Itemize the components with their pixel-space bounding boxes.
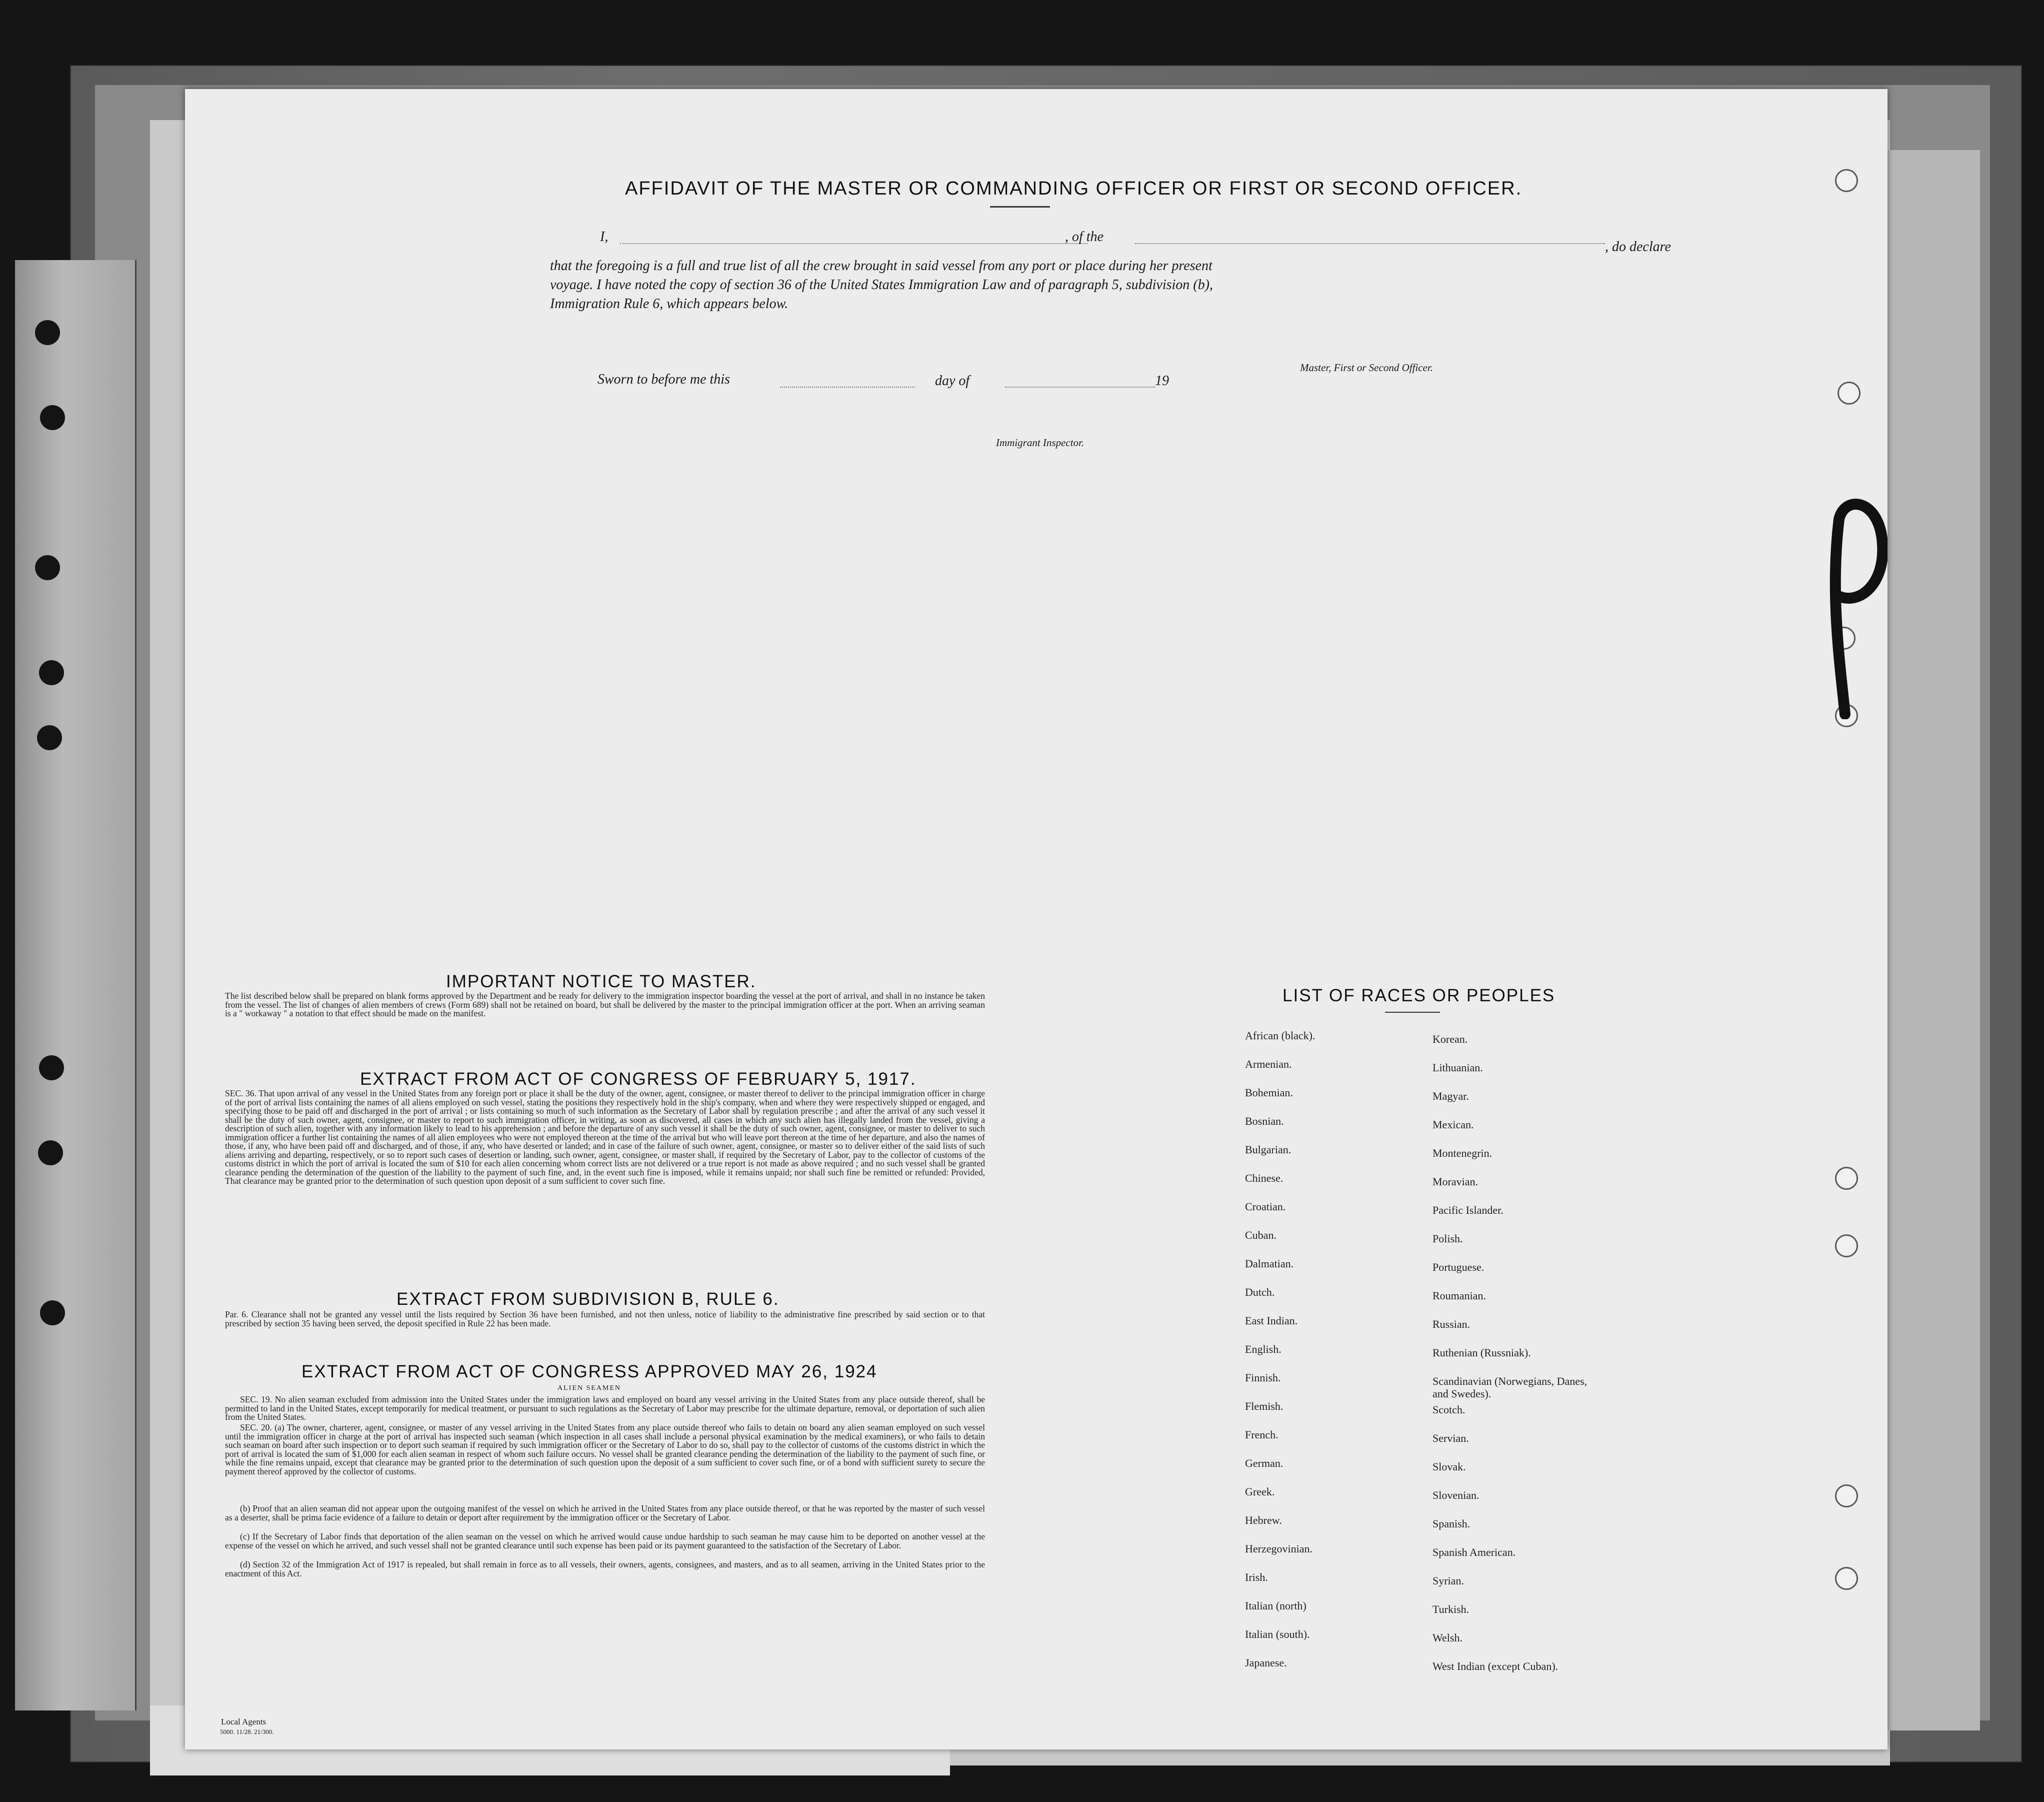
notice-body: The list described below shall be prepared on blank forms approved by the Department and be ready for delivery to the immigration inspector boarding the vessel at the port of arrival, and shall in no instance be taken from the vessel. The list of changes of alien members of crews (Form 689) shall not be retained on board, but shall be delivered by the master to the principal immigration officer at the port. When an arriving seaman is a " workaway " a notation to that effect should be made on the manifest.: [225, 991, 985, 1018]
punch-hole: [38, 1140, 63, 1165]
footer-local-agents: Local Agents: [221, 1717, 266, 1726]
races-column-1: [1245, 1029, 1315, 1685]
title-rule: [990, 206, 1050, 208]
footer-print-code: 5000. 11/28. 21/300.: [220, 1728, 274, 1735]
ring-hole: [1835, 169, 1858, 192]
race-item: Spanish American.: [1432, 1546, 1516, 1558]
affidavit-i: I,: [600, 229, 608, 245]
race-item: Bosnian.: [1245, 1115, 1284, 1127]
name-blank-line: [620, 243, 1088, 244]
punch-hole: [40, 1300, 65, 1325]
affidavit-line-2: that the foregoing is a full and true list of all the crew brought in said vessel from any port or place during her present: [550, 258, 1212, 274]
race-item: Italian (north): [1245, 1599, 1306, 1612]
affidavit-line-3: voyage. I have noted the copy of section 36 of the United States Immigration Law and of paragraph 5, subdivision (b),: [550, 277, 1213, 293]
race-item: Herzegovinian.: [1245, 1542, 1312, 1555]
extract-rule6-title: EXTRACT FROM SUBDIVISION B, RULE 6.: [396, 1289, 780, 1309]
race-item: Welsh.: [1432, 1631, 1462, 1644]
punch-hole: [39, 1055, 64, 1080]
race-item: Greek.: [1245, 1485, 1275, 1498]
race-item: West Indian (except Cuban).: [1432, 1660, 1558, 1672]
race-item: Montenegrin.: [1432, 1147, 1492, 1159]
punch-hole: [39, 660, 64, 685]
race-item: Mexican.: [1432, 1118, 1474, 1131]
race-item: Spanish.: [1432, 1517, 1470, 1530]
race-item: Dutch.: [1245, 1286, 1275, 1298]
race-item: Slovenian.: [1432, 1489, 1480, 1501]
race-item: Bohemian.: [1245, 1086, 1293, 1099]
extract-1917-body: SEC. 36. That upon arrival of any vessel in the United States from any foreign port or place it shall be the duty of the owner, agent, consignee, or master thereof to deliver to the principal immigration officer in charge of the port of arrival lists containing the names of all aliens employed on such vessel, stating the positions they respectively hold in the ship's company, when and where they were respectively shipped or engaged, and specifying those to be paid off and discharged in the port of arrival ; or lists containing so much of such information as the Secretary of Labor shall by regulation prescribe ; and after the arrival of any such vessel it shall be the duty of such owner, agent, consignee, or master to report to such immigration officer, in writing, as soon as discovered, all cases in which any such alien has illegally landed from the vessel, giving a description of such alien, together with any information likely to lead to his apprehension ; and before the departure of any such vessel it shall be the duty of such owner, agent, consignee, or master to deliver to such immigration officer a further list containing the names of all alien employees who were not employed thereon at the time of the arrival but who will leave port thereon at the time of her departure, and also the names of those, if any, who have been paid off and discharged, and of those, if any, who have deserted or landed; and in case of the failure of such owner, agent, consignee, or master so to deliver either of the said lists of such aliens arriving and departing, respectively, or so to report such cases of desertion or landing, such owner, agent, consignee, or master shall, if required by the Secretary of Labor, pay to the collector of customs of the customs district in which the port of arrival is located the sum of $10 for each alien concerning whom correct lists are not delivered or a true report is not made as above required ; and no such vessel shall be granted clearance pending the determination of the question of the liability to the payment of such fine, and, in the event such fine is imposed, while it remains unpaid; nor shall such fine be remitted or refunded: Provided, That clearance may be granted prior to the determination of such question upon deposit of a sum sufficient to cover such fine.: [225, 1088, 985, 1186]
extract-1924-para-3: (b) Proof that an alien seaman did not appear upon the outgoing manifest of the vessel on which he arrived in the United States from any place outside thereof, or that he was reported by the master of such vessel as a deserter, shall be prima facie evidence of a failure to detain or deport after requirement by the immigration officer or the Secretary of Labor.: [225, 1503, 985, 1522]
race-item: Scandinavian (Norwegians, Danes, and Swedes).: [1432, 1375, 1588, 1400]
notice-title: IMPORTANT NOTICE TO MASTER.: [446, 972, 756, 991]
vessel-blank-line: [1135, 243, 1605, 244]
left-binding-strip: [15, 260, 136, 1710]
race-item: Irish.: [1245, 1571, 1268, 1583]
race-item: Roumanian.: [1432, 1289, 1486, 1302]
race-item: Russian.: [1432, 1318, 1470, 1330]
sworn-label: Sworn to before me this: [598, 372, 730, 387]
ring-hole: [1835, 1167, 1858, 1190]
race-item: Portuguese.: [1432, 1261, 1484, 1273]
punch-hole: [35, 555, 60, 580]
race-item: German.: [1245, 1457, 1284, 1469]
extract-1924-para-2: SEC. 20. (a) The owner, charterer, agent, consignee, or master of any vessel arriving in the United States from any place outside thereof who fails to detain on board any alien seaman employed on such vessel until the immigration officer in charge at the port of arrival has inspected such seaman (which inspection in all cases shall include a personal physical examination by the medical examiners), or who fails to detain such seaman on board after such inspection or to deport such seaman if required by such immigration officer or the Secretary of Labor to do so, shall pay to the collector of customs of the customs district in which the port of arrival is located the sum of $1,000 for each alien seaman in respect of whom such failure occurs. No vessel shall be granted clearance pending the determination of the liability to the payment of such fine, or while the fine remains unpaid, except that clearance may be granted prior to the determination of such question upon the deposit of a sum sufficient to cover such fine, or of a bond with sufficient surety to secure the payment thereof approved by the collector of customs.: [225, 1422, 985, 1476]
ring-hole: [1838, 382, 1860, 405]
race-item: Chinese.: [1245, 1172, 1284, 1184]
races-column-2: [1432, 1033, 1598, 1688]
inspector-label: Immigrant Inspector.: [996, 437, 1084, 449]
ring-hole: [1835, 1567, 1858, 1590]
race-item: Italian (south).: [1245, 1628, 1310, 1640]
race-item: Turkish.: [1432, 1603, 1470, 1615]
day-of-label: day of: [935, 373, 970, 389]
manifest-page: [185, 89, 1888, 1749]
extract-1924-para-5: (d) Section 32 of the Immigration Act of 1917 is repealed, but shall remain in force as to all vessels, their owners, agents, consignees, and masters, and as to all seamen, arriving in the United States prior to the enactment of this Act.: [225, 1559, 985, 1578]
master-signature-label: Master, First or Second Officer.: [1300, 362, 1433, 374]
affidavit-line-4: Immigration Rule 6, which appears below.: [550, 296, 788, 312]
extract-1917-title: EXTRACT FROM ACT OF CONGRESS OF FEBRUARY 5, 1917.: [360, 1069, 916, 1089]
affidavit-title: AFFIDAVIT OF THE MASTER OR COMMANDING OFFICER OR FIRST OR SECOND OFFICER.: [625, 178, 1522, 199]
handwritten-p-mark: [1825, 484, 1888, 719]
extract-1924-para-1: SEC. 19. No alien seaman excluded from admission into the United States under the immigration laws and employed on board any vessel arriving in the United States from any place outside thereof, shall be permitted to land in the United States, except temporarily for medical treatment, or pursuant to such regulations as the Secretary of Labor may prescribe for the ultimate departure, removal, or deportation of such alien from the United States.: [225, 1394, 985, 1422]
race-item: Lithuanian.: [1432, 1061, 1483, 1074]
affidavit-of-the: , of the: [1065, 229, 1104, 245]
race-item: Slovak.: [1432, 1460, 1466, 1473]
extract-rule6-body: Par. 6. Clearance shall not be granted any vessel until the lists required by Section 36 have been furnished, and not then unless, notice of liability to the administrative fine prescribed by said section or to that prescribed by section 35 having been served, the deposit specified in Rule 22 has been made.: [225, 1309, 985, 1328]
punch-hole: [37, 725, 62, 750]
races-title-rule: [1385, 1012, 1440, 1013]
affidavit-declare: , do declare: [1605, 239, 1671, 255]
race-item: Finnish.: [1245, 1371, 1281, 1384]
race-item: East Indian.: [1245, 1314, 1298, 1327]
race-item: Ruthenian (Russniak).: [1432, 1346, 1531, 1359]
race-item: African (black).: [1245, 1029, 1316, 1042]
punch-hole: [35, 320, 60, 345]
race-item: Servian.: [1432, 1432, 1469, 1444]
race-item: French.: [1245, 1428, 1278, 1441]
punch-hole: [40, 405, 65, 430]
race-item: Korean.: [1432, 1033, 1468, 1045]
race-item: Syrian.: [1432, 1574, 1464, 1587]
ring-hole: [1835, 1484, 1858, 1507]
race-item: Cuban.: [1245, 1229, 1276, 1241]
race-item: English.: [1245, 1343, 1282, 1355]
race-item: Armenian.: [1245, 1058, 1292, 1070]
year-label: 19: [1155, 373, 1169, 389]
race-item: Bulgarian.: [1245, 1143, 1292, 1156]
race-item: Croatian.: [1245, 1200, 1286, 1213]
month-blank-line: [1005, 387, 1155, 388]
race-item: Magyar.: [1432, 1090, 1469, 1102]
extract-1924-title: EXTRACT FROM ACT OF CONGRESS APPROVED MAY 26, 1924: [302, 1362, 878, 1381]
race-item: Flemish.: [1245, 1400, 1284, 1412]
race-item: Polish.: [1432, 1232, 1463, 1245]
ring-hole: [1835, 1234, 1858, 1257]
races-title: LIST OF RACES OR PEOPLES: [1282, 986, 1556, 1005]
race-item: Moravian.: [1432, 1175, 1478, 1188]
race-item: Hebrew.: [1245, 1514, 1282, 1526]
race-item: Dalmatian.: [1245, 1257, 1294, 1270]
day-blank-line: [780, 387, 915, 388]
race-item: Japanese.: [1245, 1656, 1287, 1669]
race-item: Scotch.: [1432, 1403, 1466, 1416]
extract-1924-para-4: (c) If the Secretary of Labor finds that deportation of the alien seaman on the vessel on which he arrived would cause undue hardship to such seaman he may cause him to be deported on another vessel at the expense of the vessel on which he arrived, and such vessel shall not be granted clearance until such expense has been paid or its payment guaranteed to the satisfaction of the Secretary of Labor.: [225, 1531, 985, 1550]
extract-1924-subtitle: ALIEN SEAMEN: [558, 1384, 622, 1392]
race-item: Pacific Islander.: [1432, 1204, 1504, 1216]
